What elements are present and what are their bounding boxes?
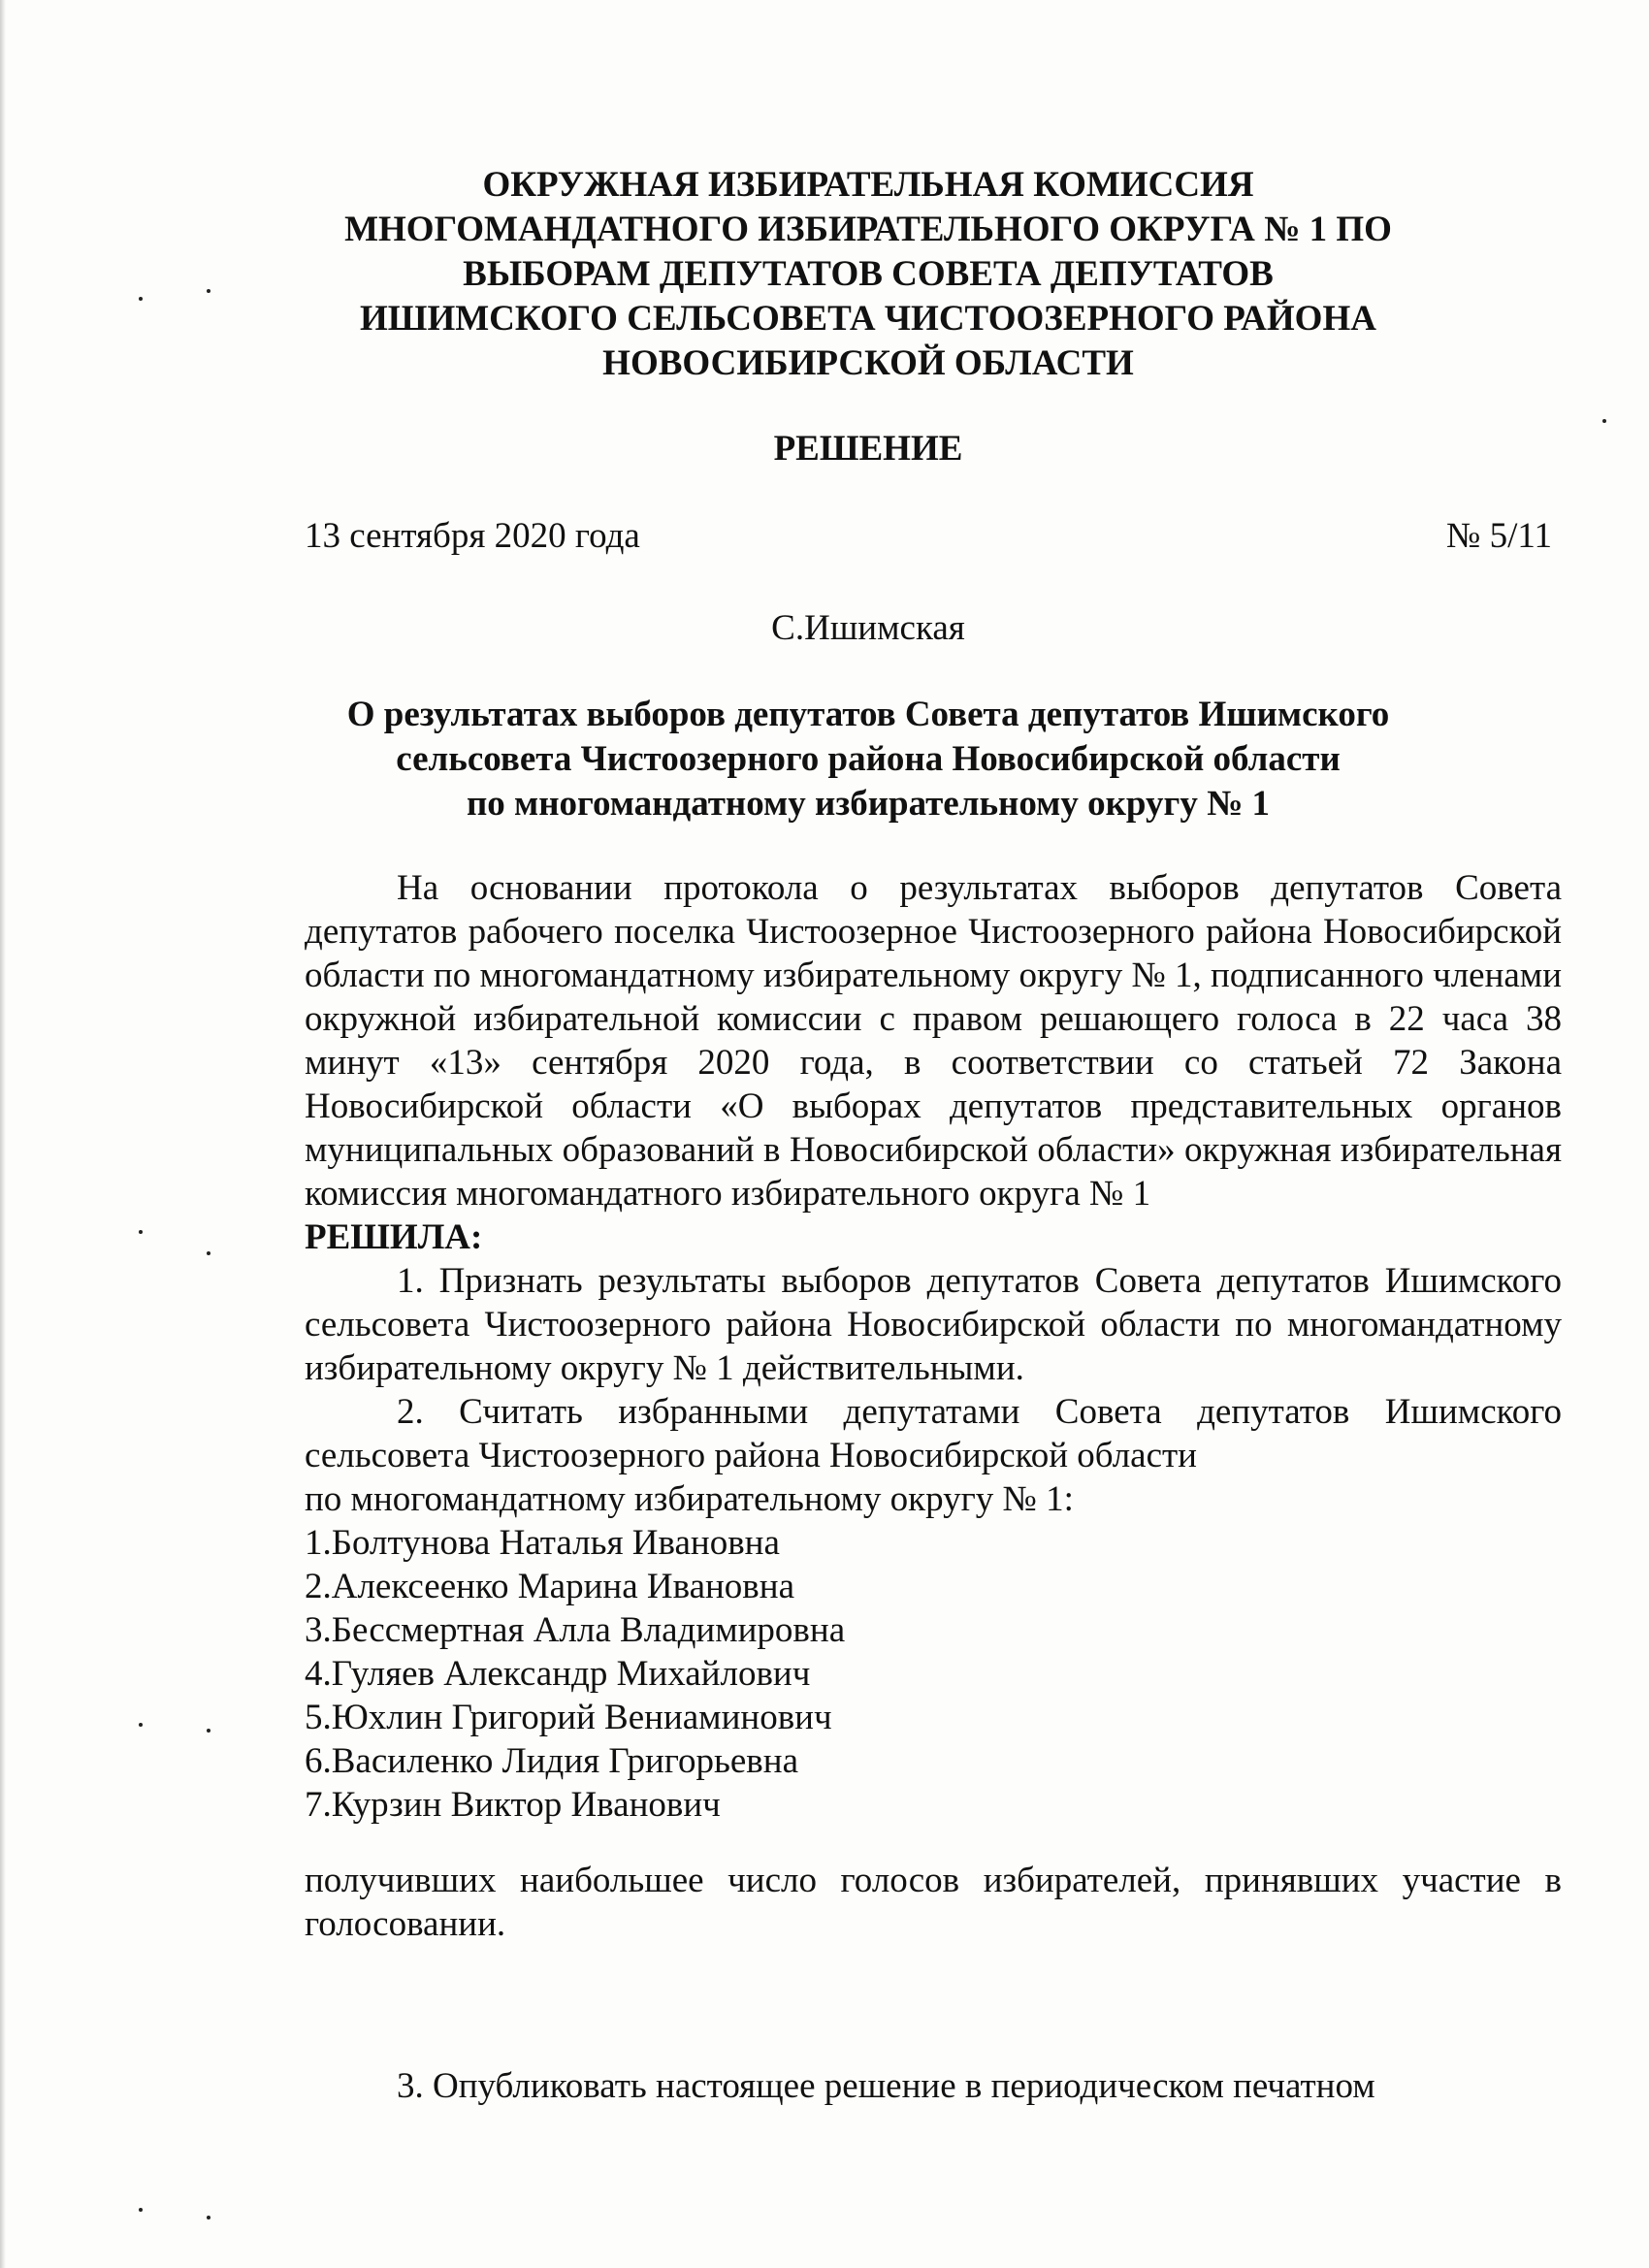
deputy-list-item: 4.Гуляев Александр Михайлович [305,1654,811,1694]
deputy-list-item: 3.Бессмертная Алла Владимировна [305,1610,846,1650]
scan-dot [139,297,143,301]
resolution-item-2-continuation: по многомандатному избирательному округу № 1: [305,1479,1074,1519]
resolved-heading: РЕШИЛА: [305,1217,483,1257]
scan-edge [0,0,6,2268]
scan-dot [207,1251,210,1255]
scan-dot [1602,419,1606,423]
deputy-list-item: 5.Юхлин Григорий Вениаминович [305,1698,832,1737]
scan-dot [139,2208,143,2212]
deputies-list [305,1521,1562,1827]
resolution-item-2-outro: получивших наибольшее число голосов избирателей, принявших участие в голосовании. [305,1861,1562,1944]
deputy-list-item: 2.Алексеенко Марина Ивановна [305,1567,794,1606]
deputy-list-item: 6.Василенко Лидия Григорьевна [305,1741,799,1781]
document-type: РЕШЕНИЕ [773,429,963,469]
resolution-item-1: 1. Признать результаты выборов депутатов Совета депутатов Ишимского сельсовета Чистоозерного района Новосибирской области по многомандатному избирательному округу № 1 действительными. [305,1261,1562,1388]
document-subject [291,693,1445,826]
scan-dot [139,1230,143,1234]
document-body [305,866,1562,2108]
subject-line: по многомандатному избирательному округу № 1 [466,784,1271,824]
document-date: 13 сентября 2020 года [305,516,640,556]
deputy-list-item: 7.Курзин Виктор Иванович [305,1785,721,1825]
header-line: НОВОСИБИРСКОЙ ОБЛАСТИ [602,343,1134,383]
scan-dot [207,289,210,293]
scan-dot [139,1723,143,1727]
header-line: МНОГОМАНДАТНОГО ИЗБИРАТЕЛЬНОГО ОКРУГА № 1 ПО [344,210,1392,249]
scan-dot [207,1729,210,1733]
deputy-list-item: 1.Болтунова Наталья Ивановна [305,1523,780,1563]
document-place: С.Ишимская [771,608,965,648]
preamble-paragraph: На основании протокола о результатах выборов депутатов Совета депутатов рабочего поселка Чистоозерное Чистоозерного района Новосибирской области по многомандатному избирательному округу № 1, подписанного членами окружной избирательной комиссии с правом решающего голоса в 22 часа 38 минут «13» сентября 2020 года, в соответствии со статьей 72 Закона Новосибирской области «О выборах депутатов представительных органов муниципальных образований в Новосибирской области» окружная избирательная комиссия многомандатного избирательного округа № 1 [305,868,1563,1214]
header-line: ОКРУЖНАЯ ИЗБИРАТЕЛЬНАЯ КОМИССИЯ [482,165,1254,205]
commission-header [291,163,1445,386]
scan-dot [207,2216,210,2219]
subject-line: сельсовета Чистоозерного района Новосибирской области [396,739,1341,779]
document-number: № 5/11 [1446,516,1552,556]
resolution-item-3: 3. Опубликовать настоящее решение в периодическом печатном [397,2066,1375,2106]
resolution-item-2: 2. Считать избранными депутатами Совета депутатов Ишимского сельсовета Чистоозерного района Новосибирской области [305,1392,1562,1475]
subject-line: О результатах выборов депутатов Совета депутатов Ишимского [346,695,1390,734]
header-line: ИШИМСКОГО СЕЛЬСОВЕТА ЧИСТООЗЕРНОГО РАЙОНА [360,299,1376,339]
header-line: ВЫБОРАМ ДЕПУТАТОВ СОВЕТА ДЕПУТАТОВ [463,254,1274,294]
